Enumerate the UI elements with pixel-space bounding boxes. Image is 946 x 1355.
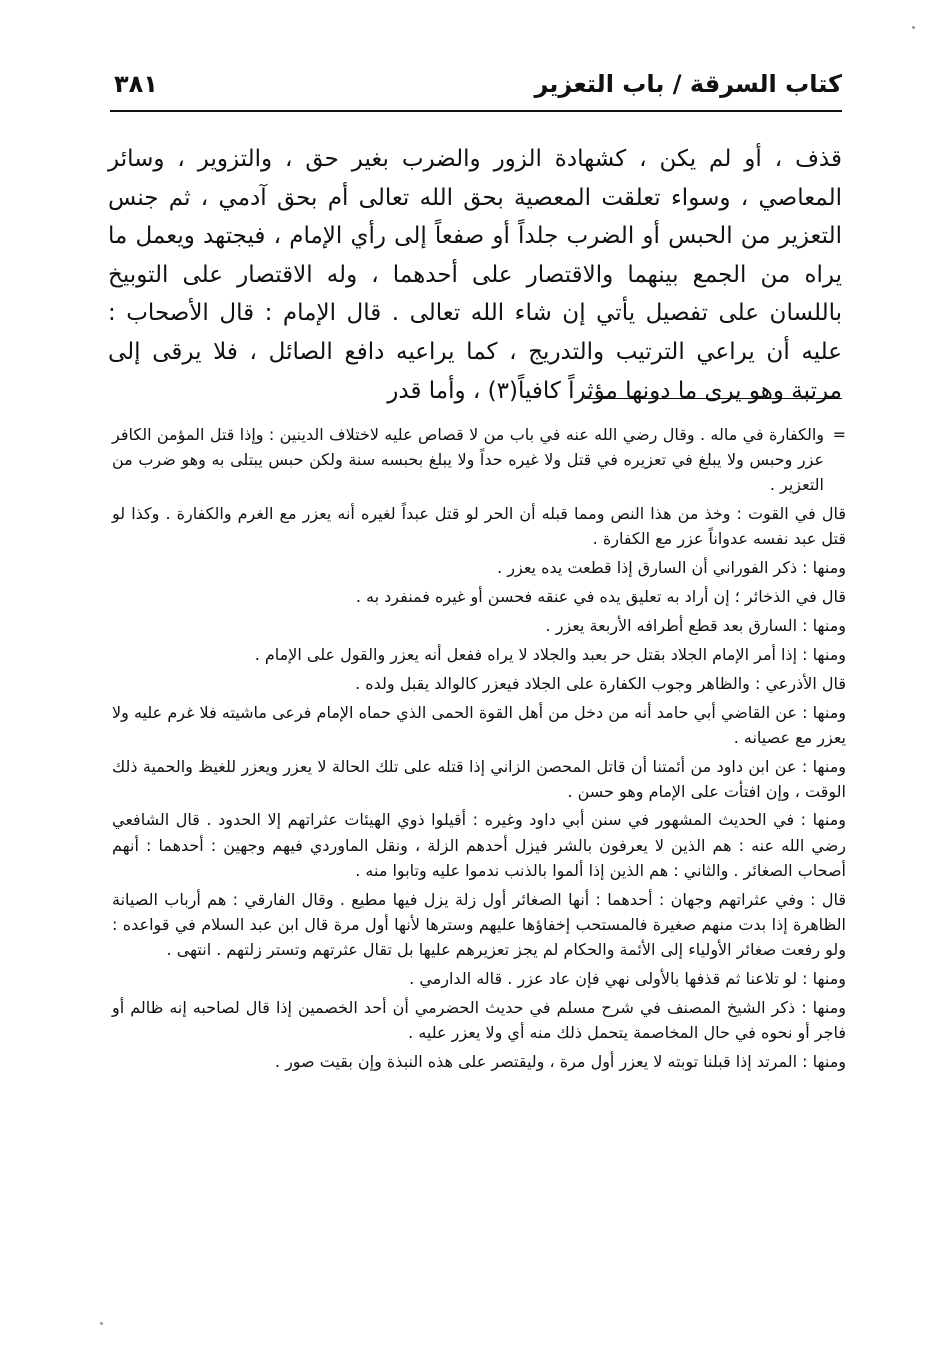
footnotes-section: [112, 422, 846, 1077]
footnote-item: قال في الذخائر ؛ إن أراد به تعليق يده في عنقه فحسن أو غيره فمنفرد به .: [355, 586, 846, 606]
footnote-item: قال في القوت : وخذ من هذا النص ومما قبله أن الحر لو قتل عبداً لغيره أنه يعزر مع الغرم والكفارة . وكذا لو قتل عبد نفسه عدواناً عزر مع الكفارة .: [112, 504, 846, 549]
footnote-item: ومنها : السارق بعد قطع أطرافه الأربعة يعزر .: [545, 615, 846, 635]
page-number: ٣٨١: [114, 70, 158, 98]
main-text-body: [108, 140, 842, 410]
main-paragraph: قذف ، أو لم يكن ، كشهادة الزور والضرب بغير حق ، والتزوير ، وسائر المعاصي ، وسواء تعلقت المعصية بحق الله تعالى أم بحق آدمي ، ثم جنس التعزير من الحبس أو الضرب جلداً أو صفعاً إلى رأي الإمام ، فيجتهد ويعمل ما يراه من الجمع بينهما والاقتصار على أحدهما ، وله الاقتصار على التوبيخ باللسان على تفصيل يأتي إن شاء الله تعالى . قال الإمام : قال الأصحاب : عليه أن يراعي الترتيب والتدريج ، كما يراعيه دافع الصائل ، فلا يرقى إلى مرتبة وهو يرى ما دونها مؤثراً كافياً(٣) ، وأما قدر: [108, 146, 842, 404]
scan-speck: [100, 1322, 103, 1325]
footnote-item: [112, 422, 846, 497]
footnote-item: ومنها : ذكر الفوراني أن السارق إذا قطعت يده يعزر .: [497, 558, 846, 578]
scan-speck: [912, 26, 915, 29]
footnote-item: ومنها : لو تلاعنا ثم قذفها بالأولى نهي فإن عاد عزر . قاله الدارمي .: [409, 968, 846, 988]
footnote-item: قال الأذرعي : والظاهر وجوب الكفارة على الجلاد فيعزر كالوالد يقبل ولده .: [355, 673, 846, 693]
page-header: [110, 66, 842, 112]
footnote-item: ومنها : عن القاضي أبي حامد أنه من دخل من أهل القوة الحمى الذي حماه الإمام فرعى ماشيته فلا غرم عليه ولا يعزر مع عصيانه .: [112, 702, 846, 747]
footnote-continuation-marker: =: [832, 425, 846, 444]
footnote-item: ومنها : المرتد إذا قبلنا توبته لا يعزر أول مرة ، وليقتصر على هذه النبذة وإن بقيت صور .: [274, 1051, 846, 1071]
running-title: كتاب السرقة / باب التعزير: [534, 70, 842, 98]
footnote-item: قال : وفي عثراتهم وجهان : أحدهما : أنها الصغائر أول زلة يزل فيها مطيع . وقال الفارقي : هم أرباب الصيانة الظاهرة إذا بدت منهم صغيرة فالمستحب إخفاؤها عليهم وسترها لأنها أول مرة قال ابن عبد السلام في قواعده : ولو رفعت صغائر الأولياء إلى الأئمة والحكام لم يجز تعزيرهم عليها بل تقال عثرتهم وتستر زلتهم . انتهى .: [112, 889, 846, 959]
footnote-item: ومنها : عن ابن داود من أئمتنا أن قاتل المحصن الزاني إذا قتله على تلك الحالة لا يعزر ويعزر للغيظ والحمية ذلك الوقت ، وإن افتأت على الإمام وهو حسن .: [112, 756, 846, 801]
footnote-item: ومنها : في الحديث المشهور في سنن أبي داود وغيره : أقيلوا ذوي الهيئات عثراتهم إلا الحدود . قال الشافعي رضي الله عنه : هم الذين لا يعرفون بالشر فيزل أحدهم الزلة ، ونقل الماوردي فيهم وجهين : أحدهما : أنهم أصحاب الصغائر . والثاني : هم الذين إذا ألموا بالذنب ندموا عليه وتابوا منه .: [112, 810, 846, 880]
footnote-item: ومنها : ذكر الشيخ المصنف في شرح مسلم في حديث الحضرمي أن أحد الخصمين إذا قال لصاحبه إنه ظالم أو فاجر أو نحوه في حال المخاصمة يتحمل ذلك منه أي ولا يعزر عليه .: [112, 997, 846, 1042]
footnote-text: والكفارة في ماله . وقال رضي الله عنه في باب من لا قصاص عليه لاختلاف الدينين : وإذا قتل المؤمن الكافر عزر وحبس ولا يبلغ في تعزيره في قتل ولا غيره حداً ولا يبلغ بحبسه سنة ولكن حبس يبتلى به وهو ضرب من التعزير .: [112, 425, 824, 495]
footnote-item: ومنها : إذا أمر الإمام الجلاد بقتل حر بعبد والجلاد لا يراه ففعل أنه يعزر والقول على الإمام .: [254, 644, 846, 664]
footnote-separator: [584, 398, 842, 399]
